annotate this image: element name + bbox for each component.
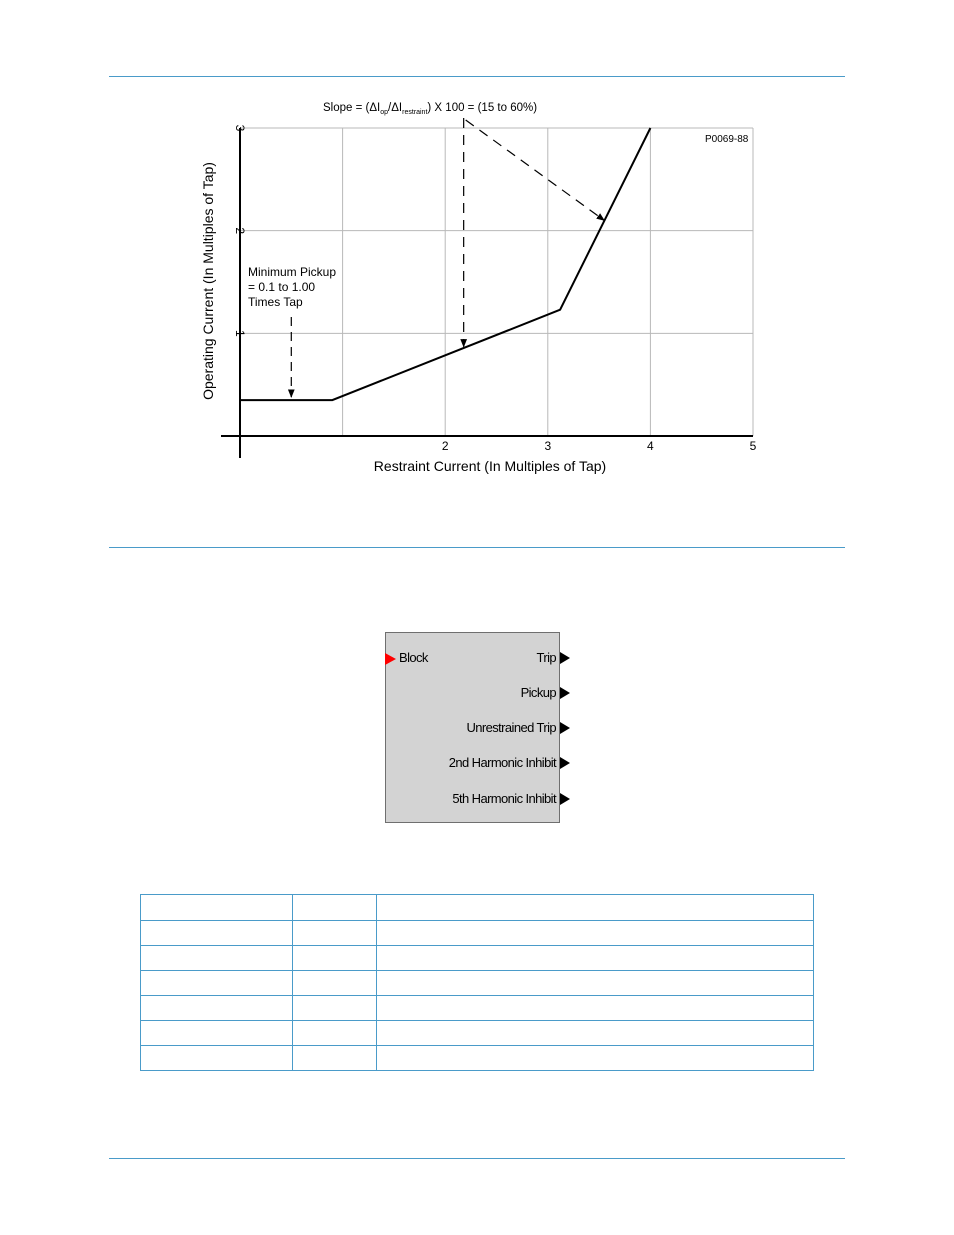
block-input-label: Block bbox=[399, 650, 428, 665]
chart-title: Slope = $(\Delta I_{op}/\Delta I_{restraint})$ X 100 = (15 to 60%) bbox=[323, 102, 538, 116]
table-row bbox=[141, 946, 814, 971]
x-tick-3: 3 bbox=[544, 439, 552, 453]
min-pickup-label: Minimum Pickup = 0.1 to 1.00 Times Tap bbox=[248, 265, 337, 309]
bottom-rule bbox=[109, 1158, 845, 1159]
y-tick-3: 3 bbox=[233, 124, 247, 132]
trip-output-arrow-icon bbox=[560, 652, 570, 664]
table-row bbox=[141, 971, 814, 996]
y-tick-2: 2 bbox=[233, 227, 247, 235]
2nd-harmonic-inhibit-output-label: 2nd Harmonic Inhibit bbox=[448, 755, 556, 770]
pickup-output-label: Pickup bbox=[520, 685, 556, 700]
x-tick-5: 5 bbox=[749, 439, 757, 453]
table-row bbox=[141, 1021, 814, 1046]
x-tick-4: 4 bbox=[647, 439, 654, 453]
function-block bbox=[385, 632, 560, 823]
x-tick-2: 2 bbox=[441, 439, 449, 453]
x-axis-label: Restraint Current (In Multiples of Tap) bbox=[373, 458, 607, 474]
table-row bbox=[141, 921, 814, 946]
table-header-row bbox=[141, 895, 814, 921]
pickup-output-arrow-icon bbox=[560, 687, 570, 699]
section-rule bbox=[109, 547, 845, 548]
5th-harmonic-inhibit-output-label: 5th Harmonic Inhibit bbox=[452, 791, 556, 806]
y-axis-label: Operating Current (In Multiples of Tap) bbox=[200, 162, 216, 400]
table-row bbox=[141, 1046, 814, 1071]
table-row bbox=[141, 996, 814, 1021]
unrestrained-trip-output-label: Unrestrained Trip bbox=[466, 720, 556, 735]
top-rule bbox=[109, 76, 845, 77]
percent-differential-characteristic-chart bbox=[185, 90, 785, 490]
trip-output-label: Trip bbox=[536, 650, 556, 665]
logic-io-table bbox=[140, 894, 814, 1071]
unrestrained-trip-output-arrow-icon bbox=[560, 722, 570, 734]
5th-harmonic-inhibit-output-arrow-icon bbox=[560, 793, 570, 805]
y-tick-1: 1 bbox=[233, 329, 247, 337]
figure-id: P0069-88 bbox=[705, 134, 749, 145]
2nd-harmonic-inhibit-output-arrow-icon bbox=[560, 757, 570, 769]
slope-arrow-2 bbox=[466, 120, 605, 220]
block-input-arrow-icon bbox=[385, 653, 396, 665]
